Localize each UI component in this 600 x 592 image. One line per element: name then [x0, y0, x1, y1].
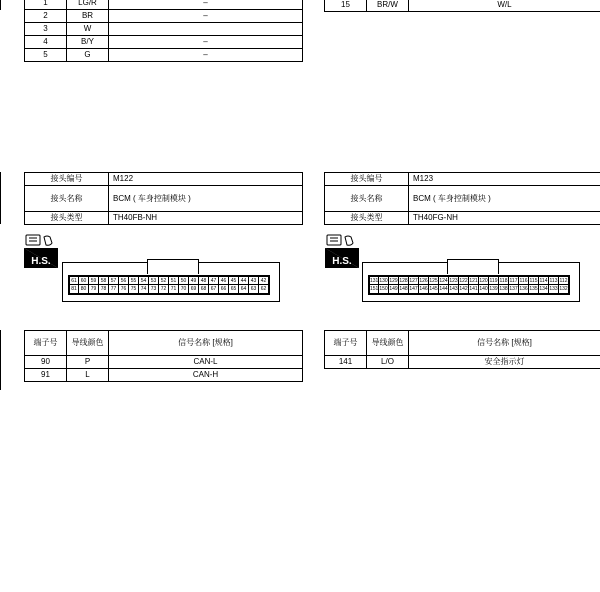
signal-table-right: [324, 330, 600, 369]
pin-cell: 2: [25, 10, 67, 23]
pin-top: 129: [389, 278, 398, 284]
table-row: [25, 36, 303, 49]
pin-bottom: 136: [519, 286, 528, 292]
table-row: [325, 356, 600, 369]
pin-top: 52: [158, 276, 169, 285]
connector-number-label: 接头编号: [325, 173, 409, 186]
color-cell: L/O: [367, 356, 409, 369]
pin-cell: 5: [25, 49, 67, 62]
pin-top: 120: [479, 278, 488, 284]
table-row: [25, 356, 303, 369]
header-color: 导线颜色: [67, 331, 109, 356]
hand-connector-icon: [26, 235, 52, 245]
signal-cell: CAN-L: [109, 356, 303, 369]
pin-bottom: 149: [389, 286, 398, 292]
pin-bottom: 66: [218, 284, 229, 294]
pin-cell: 1: [25, 0, 67, 10]
pin-bottom: 81: [69, 284, 79, 294]
connector-info-table-right: [324, 172, 600, 225]
pin-bottom: 76: [118, 284, 129, 294]
header-signal: 信号名称 [规格]: [109, 331, 303, 356]
color-cell: LG/R: [67, 0, 109, 10]
pin-bottom: 62: [258, 284, 269, 294]
pin-top: 119: [489, 278, 498, 284]
signal-cell: 安全指示灯: [409, 356, 600, 369]
pin-top: 130: [379, 278, 388, 284]
pin-top: 131: [370, 278, 379, 284]
connector-type-label: 接头类型: [325, 212, 409, 225]
pin-bottom: 137: [509, 286, 518, 292]
table-row: [25, 49, 303, 62]
connector-name-label: 接头名称: [25, 186, 109, 212]
pin-bottom: 78: [98, 284, 109, 294]
pin-top: 56: [118, 276, 129, 285]
pin-top: 59: [88, 276, 99, 285]
table-row: [25, 23, 303, 36]
signal-cell: CAN-H: [109, 369, 303, 382]
connector-latch: [147, 259, 199, 274]
pin-bottom: 141: [469, 286, 478, 292]
pin-cell: 91: [25, 369, 67, 382]
connector-number-value: M122: [109, 173, 303, 186]
pin-bottom: 140: [479, 286, 488, 292]
pin-top: 58: [98, 276, 109, 285]
pin-top: 54: [138, 276, 149, 285]
pin-cell: 4: [25, 36, 67, 49]
color-cell: L: [67, 369, 109, 382]
hs-logo-left: [24, 234, 58, 268]
pin-top: 116: [519, 278, 528, 284]
pin-top: 127: [409, 278, 418, 284]
pin-bottom: 133: [549, 286, 558, 292]
connector-number-value: M123: [409, 173, 600, 186]
pin-top: 55: [128, 276, 139, 285]
pin-cell: 141: [325, 356, 367, 369]
connector-name-value: BCM ( 车身控制模块 ): [409, 186, 600, 212]
pin-bottom: 145: [429, 286, 438, 292]
pin-bottom: 69: [188, 284, 199, 294]
edge-fragment-middle: [0, 172, 1, 224]
hs-logo-right: [325, 234, 359, 268]
table-header-row: [325, 331, 600, 356]
connector-name-label: 接头名称: [325, 186, 409, 212]
connector-pin-grid: [368, 275, 570, 295]
pin-cell: 15: [325, 0, 367, 12]
pin-top: 50: [178, 276, 189, 285]
pin-bottom: 135: [529, 286, 538, 292]
connector-type-value: TH40FG-NH: [409, 212, 600, 225]
connector-name-value: BCM ( 车身控制模块 ): [109, 186, 303, 212]
pin-top: 128: [399, 278, 408, 284]
pin-bottom: 64: [238, 284, 249, 294]
color-cell: BR/W: [367, 0, 409, 12]
hs-mark-text: H.S.: [31, 256, 51, 267]
connector-info-table-left: [24, 172, 303, 225]
pin-bottom: 79: [88, 284, 99, 294]
pin-bottom: 72: [158, 284, 169, 294]
pin-top: 117: [509, 278, 518, 284]
pin-bottom: 151: [370, 286, 379, 292]
pin-top: 124: [439, 278, 448, 284]
pin-top: 115: [529, 278, 538, 284]
pin-top: 53: [148, 276, 159, 285]
table-row: [325, 0, 600, 12]
pin-bottom: 143: [449, 286, 458, 292]
header-pin: 端子号: [325, 331, 367, 356]
pin-bottom: 73: [148, 284, 159, 294]
pin-bottom: 67: [208, 284, 219, 294]
header-pin: 端子号: [25, 331, 67, 356]
pin-bottom: 144: [439, 286, 448, 292]
connector-latch: [447, 259, 499, 274]
pin-bottom: 77: [108, 284, 119, 294]
top-right-pin-table: [324, 0, 600, 12]
top-left-pin-table: [24, 0, 303, 62]
signal-cell: W/L: [409, 0, 600, 12]
pin-top: 51: [168, 276, 179, 285]
table-row: [25, 369, 303, 382]
pin-top: 49: [188, 276, 199, 285]
pin-top: 46: [218, 276, 229, 285]
pin-top: 47: [208, 276, 219, 285]
pin-top: 43: [248, 276, 259, 285]
color-cell: BR: [67, 10, 109, 23]
table-row: [25, 10, 303, 23]
pin-top: 122: [459, 278, 468, 284]
pin-top: 123: [449, 278, 458, 284]
pin-top: 44: [238, 276, 249, 285]
pin-cell: 3: [25, 23, 67, 36]
pin-bottom: 132: [559, 286, 568, 292]
pin-bottom: 70: [178, 284, 189, 294]
pin-bottom: 75: [128, 284, 139, 294]
pin-top: 125: [429, 278, 438, 284]
pin-top: 57: [108, 276, 119, 285]
pin-top: 118: [499, 278, 508, 284]
signal-cell: –: [109, 10, 303, 23]
table-header-row: [25, 331, 303, 356]
signal-table-left: [24, 330, 303, 382]
pin-bottom: 147: [409, 286, 418, 292]
header-color: 导线颜色: [367, 331, 409, 356]
pin-bottom: 68: [198, 284, 209, 294]
pin-bottom: 80: [78, 284, 89, 294]
pin-bottom: 142: [459, 286, 468, 292]
pin-bottom: 146: [419, 286, 428, 292]
color-cell: B/Y: [67, 36, 109, 49]
hand-connector-icon: [327, 235, 353, 245]
pin-bottom: 71: [168, 284, 179, 294]
pin-top: 48: [198, 276, 209, 285]
pin-top: 113: [549, 278, 558, 284]
pin-top: 45: [228, 276, 239, 285]
pin-bottom: 139: [489, 286, 498, 292]
edge-fragment-top: [0, 0, 1, 10]
pin-top: 121: [469, 278, 478, 284]
pin-top: 61: [69, 276, 79, 285]
pin-bottom: 134: [539, 286, 548, 292]
pin-top: 126: [419, 278, 428, 284]
connector-type-label: 接头类型: [25, 212, 109, 225]
connector-number-label: 接头编号: [25, 173, 109, 186]
pin-bottom: 63: [248, 284, 259, 294]
pin-cell: 90: [25, 356, 67, 369]
color-cell: G: [67, 49, 109, 62]
hs-mark-text: H.S.: [332, 256, 352, 267]
color-cell: W: [67, 23, 109, 36]
connector-type-value: TH40FB-NH: [109, 212, 303, 225]
pin-bottom: 138: [499, 286, 508, 292]
signal-cell: –: [109, 36, 303, 49]
table-row: [25, 0, 303, 10]
pin-top: 112: [559, 278, 568, 284]
pin-top: 114: [539, 278, 548, 284]
signal-cell: [109, 23, 303, 36]
pin-top: 60: [78, 276, 89, 285]
connector-face-right: [362, 262, 580, 302]
connector-face-left: [62, 262, 280, 302]
pin-bottom: 74: [138, 284, 149, 294]
pin-top: 42: [258, 276, 269, 285]
signal-cell: –: [109, 49, 303, 62]
header-signal: 信号名称 [规格]: [409, 331, 600, 356]
pin-bottom: 150: [379, 286, 388, 292]
color-cell: P: [67, 356, 109, 369]
signal-cell: –: [109, 0, 303, 10]
pin-bottom: 65: [228, 284, 239, 294]
pin-bottom: 148: [399, 286, 408, 292]
connector-pin-grid: [68, 275, 270, 295]
edge-fragment-bottom: [0, 330, 1, 390]
